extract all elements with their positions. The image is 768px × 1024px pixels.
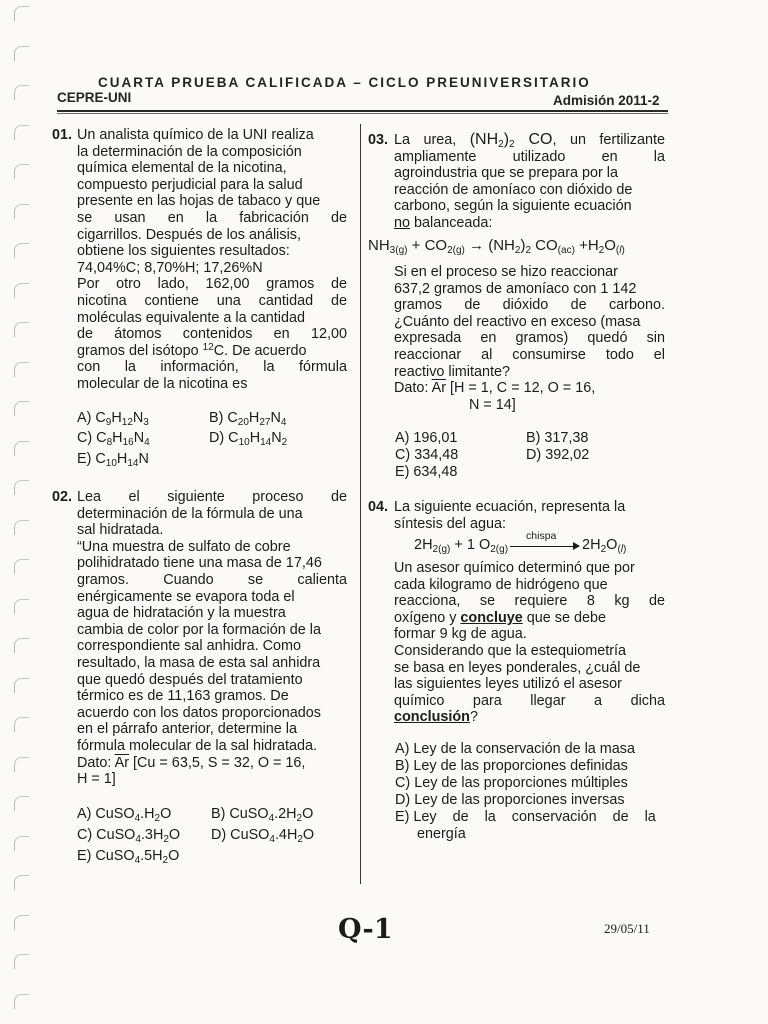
header-rule-thin: [57, 113, 668, 114]
option-label: E): [395, 809, 410, 825]
option-a[interactable]: A) $C_9H_{12}N_3$: [77, 410, 149, 428]
option-label: D): [211, 827, 227, 843]
option-value: 317,38: [544, 430, 589, 446]
text-line: reaccionar al consumirse todo el: [394, 346, 665, 363]
text-line: carbono, según la siguiente ecuación: [394, 198, 632, 215]
isotope-symbol: C: [213, 342, 225, 359]
text-fragment: La urea,: [394, 132, 457, 148]
binder-hole: [14, 875, 29, 890]
text-line: molecular de la nicotina es: [77, 375, 248, 392]
option-a[interactable]: [395, 741, 635, 758]
text-line: [394, 610, 665, 627]
option-label: D): [209, 430, 225, 446]
text-line: Un analista químico de la UNI realiza: [77, 127, 314, 143]
option-value: Ley de las proporciones definidas: [413, 758, 628, 774]
binder-hole: [14, 836, 29, 851]
reaction-arrow: [510, 530, 580, 552]
page-code: Q-1: [338, 914, 393, 945]
text-fragment: . De acuerdo: [224, 342, 307, 359]
text-line: Lea el siguiente proceso de: [77, 489, 347, 505]
question-number: 04.: [368, 499, 389, 515]
option-d[interactable]: D) $CuSO_4.4H_2O$: [211, 827, 315, 845]
text-line: obtiene los siguientes resultados:: [77, 243, 290, 260]
binder-hole: [14, 6, 29, 21]
text-line: compuesto perjudicial para la salud: [77, 176, 303, 193]
question-text: [77, 489, 347, 788]
composition-results: 74,04%C; 8,70%H; 17,26%N: [77, 259, 263, 276]
option-label: C): [77, 430, 93, 446]
option-d[interactable]: [526, 447, 589, 463]
binder-hole: [14, 283, 29, 298]
text-line: Considerando que la estequiometría: [394, 642, 626, 659]
text-line: [394, 215, 665, 232]
text-line: formar 9 kg de agua.: [394, 626, 527, 643]
text-line: Si en el proceso se hizo reaccionar: [394, 264, 618, 280]
text-line: química elemental de la nicotina,: [77, 160, 287, 177]
option-value: 334,48: [414, 447, 459, 463]
text-line: con la información, la fórmula: [77, 359, 347, 376]
option-b[interactable]: [395, 758, 628, 775]
emphasis-no: no: [394, 214, 411, 231]
text-line: presente en las hojas de tabaco y que: [77, 193, 321, 210]
text-fragment: balanceada:: [410, 214, 493, 231]
question-number: 02.: [52, 489, 73, 505]
atomic-masses: [Cu = 63,5, S = 32, O = 16,: [133, 754, 306, 771]
text-line: químico para llegar a dicha: [394, 692, 665, 709]
option-value: Ley de las proporciones inversas: [414, 792, 625, 808]
text-line: reactivo limitante?: [394, 363, 510, 380]
text-line: resultado, la masa de esta sal anhidra: [77, 654, 321, 671]
binder-hole: [14, 441, 29, 456]
option-value: Ley de las proporciones múltiples: [414, 775, 628, 791]
option-label: C): [395, 447, 411, 463]
text-line: en el párrafo anterior, determine la: [77, 721, 297, 738]
option-a[interactable]: A) $CuSO_4.H_2O$: [77, 806, 172, 824]
text-line: nicotina contiene una cantidad de: [77, 292, 347, 309]
text-line: La siguiente ecuación, representa la: [394, 499, 626, 515]
option-label: B): [395, 758, 410, 774]
text-line: térmico es de 11,163 gramos. De: [77, 688, 289, 705]
text-line: se basa en leyes ponderales, ¿cuál de: [394, 659, 641, 676]
text-fragment: gramos del isótopo: [77, 342, 203, 359]
text-line: 637,2 gramos de amoníaco con 1 142: [394, 280, 637, 297]
text-line: fórmula molecular de la sal hidratada.: [77, 737, 317, 754]
admission-period: Admisión 2011-2: [553, 93, 660, 108]
text-line: ampliamente utilizado en la: [394, 148, 665, 165]
option-label: E): [77, 451, 92, 467]
binder-hole: [14, 638, 29, 653]
question-text: [77, 127, 347, 393]
water-synthesis-equation: $2H_{2(g)} + 1$ $O_{2(g)}$ chispa $2H_2O_{(l)}$: [414, 530, 627, 555]
question-text: [394, 264, 665, 413]
text-fragment: que se debe: [522, 609, 607, 626]
text-line: “Una muestra de sulfato de cobre: [77, 538, 291, 555]
option-value: 392,02: [545, 447, 590, 463]
option-label: C): [395, 775, 411, 791]
binder-hole: [14, 717, 29, 732]
option-label: B): [526, 430, 541, 446]
binder-hole: [14, 757, 29, 772]
binder-hole: [14, 204, 29, 219]
binder-hole: [14, 85, 29, 100]
text-fragment: oxígeno y: [394, 609, 461, 626]
text-line: cada kilogramo de hidrógeno que: [394, 576, 608, 593]
header-rule: [57, 110, 668, 112]
text-line: ¿Cuánto del reactivo en exceso (masa: [394, 313, 641, 330]
option-e[interactable]: E) $CuSO_4.5H_2O$: [77, 848, 180, 866]
option-c[interactable]: [395, 447, 458, 463]
option-value: Ley de la conservación de la masa: [413, 741, 635, 757]
question-text: [394, 132, 665, 232]
option-e-continuation: energía: [417, 826, 466, 842]
option-label: A): [77, 410, 92, 426]
text-fragment: ?: [469, 709, 478, 726]
text-line: Un asesor químico determinó que por: [394, 560, 635, 576]
exam-date: 29/05/11: [604, 921, 650, 936]
spark-label: chispa: [526, 530, 557, 543]
binder-hole: [14, 678, 29, 693]
exam-title: CUARTA PRUEBA CALIFICADA – CICLO PREUNIVERSITARIO: [98, 75, 591, 90]
text-line: polihidratado tiene una masa de 17,46: [77, 555, 322, 572]
option-label: B): [209, 410, 224, 426]
text-line: las siguientes leyes utilizó el asesor: [394, 676, 622, 693]
text-line: moléculas equivalente a la cantidad: [77, 309, 306, 326]
option-c[interactable]: [395, 775, 628, 792]
text-line: Por otro lado, 162,00 gramos de: [77, 276, 347, 293]
binder-hole: [14, 520, 29, 535]
text-line: [394, 709, 665, 726]
data-line: N = 14]: [469, 396, 516, 413]
question-number: 03.: [368, 132, 389, 148]
dato-label: Dato:: [394, 380, 429, 397]
option-c[interactable]: C) $C_8H_{16}N_4$: [77, 430, 150, 448]
text-line: [394, 132, 665, 149]
question-text: [394, 499, 665, 532]
binder-hole: [14, 46, 29, 61]
option-value: 634,48: [413, 464, 458, 480]
text-line: expresada en gramos) quedó sin: [394, 330, 665, 347]
option-d[interactable]: D) $C_{10}H_{14}N_2$: [209, 430, 288, 448]
emphasis-concluye: concluye: [460, 609, 523, 626]
binder-hole: [14, 954, 29, 969]
text-line: síntesis del agua:: [394, 515, 506, 532]
option-a[interactable]: [395, 430, 457, 446]
text-line: agua de hidratación y la muestra: [77, 605, 286, 622]
option-d[interactable]: [395, 792, 625, 809]
binder-holes: [14, 6, 34, 1016]
data-line: [77, 755, 347, 772]
option-e[interactable]: [395, 464, 457, 480]
text-line: cigarrillos. Después de los análisis,: [77, 226, 301, 243]
binder-hole: [14, 243, 29, 258]
text-line: [77, 343, 347, 360]
option-e[interactable]: E) $C_{10}H_{14}N$: [77, 451, 149, 469]
binder-hole: [14, 401, 29, 416]
text-line: sal hidratada.: [77, 522, 164, 539]
binder-hole: [14, 599, 29, 614]
option-b[interactable]: B) $C_{20}H_{27}N_4$: [209, 410, 287, 428]
binder-hole: [14, 559, 29, 574]
text-line: se usan en la fabricación de: [77, 209, 347, 226]
urea-reaction-equation: $NH_{3(g)} + CO_{2(g)} \to (NH_2)_2$ $CO_{(ac)} +H_2O_{(l)}$: [368, 237, 625, 256]
data-line: [394, 380, 665, 397]
data-line: H = 1]: [77, 771, 116, 788]
option-label: D): [395, 792, 411, 808]
option-label: E): [395, 464, 410, 480]
option-label: B): [211, 806, 226, 822]
binder-hole: [14, 796, 29, 811]
urea-formula: $(NH_2)_2$ CO: [469, 131, 553, 150]
atomic-masses: [H = 1, C = 12, O = 16,: [450, 380, 596, 397]
option-value: Ley de la conservación de la: [413, 809, 656, 825]
option-label: A): [395, 430, 410, 446]
option-label: C): [77, 827, 93, 843]
text-line: determinación de la fórmula de una: [77, 505, 303, 522]
option-b[interactable]: B) $CuSO_4.2H_2O$: [211, 806, 314, 824]
option-label: E): [77, 848, 92, 864]
dato-label: Dato:: [77, 754, 112, 771]
text-fragment: , un fertilizante: [552, 132, 666, 148]
option-label: A): [395, 741, 410, 757]
option-label: A): [77, 806, 92, 822]
column-divider: [360, 124, 361, 884]
binder-hole: [14, 994, 29, 1009]
option-b[interactable]: [526, 430, 588, 446]
question-number: 01.: [52, 127, 73, 143]
binder-hole: [14, 164, 29, 179]
option-label: D): [526, 447, 542, 463]
atomic-mass-symbol: $\overline{Ar}$: [431, 380, 447, 397]
option-c[interactable]: C) $CuSO_4.3H_2O$: [77, 827, 181, 845]
text-line: gramos de dióxido de carbono.: [394, 297, 665, 314]
text-line: enérgicamente se evapora toda el: [77, 588, 295, 605]
binder-hole: [14, 915, 29, 930]
emphasis-conclusion: conclusión: [394, 709, 470, 726]
text-line: acuerdo con los datos proporcionados: [77, 704, 322, 721]
text-line: gramos. Cuando se calienta: [77, 571, 347, 588]
binder-hole: [14, 480, 29, 495]
question-text: [394, 560, 665, 726]
text-line: que quedó después del tratamiento: [77, 671, 303, 688]
text-line: de átomos contenidos en 12,00: [77, 326, 347, 343]
option-value: 196,01: [413, 430, 458, 446]
text-line: cambia de color por la formación de la: [77, 621, 321, 638]
institution-name: CEPRE-UNI: [57, 90, 132, 105]
binder-hole: [14, 322, 29, 337]
text-line: reacciona, se requiere 8 kg de: [394, 593, 665, 610]
isotope-mass-number: 12: [202, 341, 214, 353]
binder-hole: [14, 125, 29, 140]
binder-hole: [14, 362, 29, 377]
text-line: agroindustria que se prepara por la: [394, 165, 618, 182]
text-line: correspondiente sal anhidra. Como: [77, 638, 301, 655]
text-line: reacción de amoníaco con dióxido de: [394, 181, 633, 198]
atomic-mass-symbol: $\overline{Ar}$: [114, 754, 130, 771]
text-line: la determinación de la composición: [77, 143, 302, 160]
option-e[interactable]: [395, 809, 667, 826]
